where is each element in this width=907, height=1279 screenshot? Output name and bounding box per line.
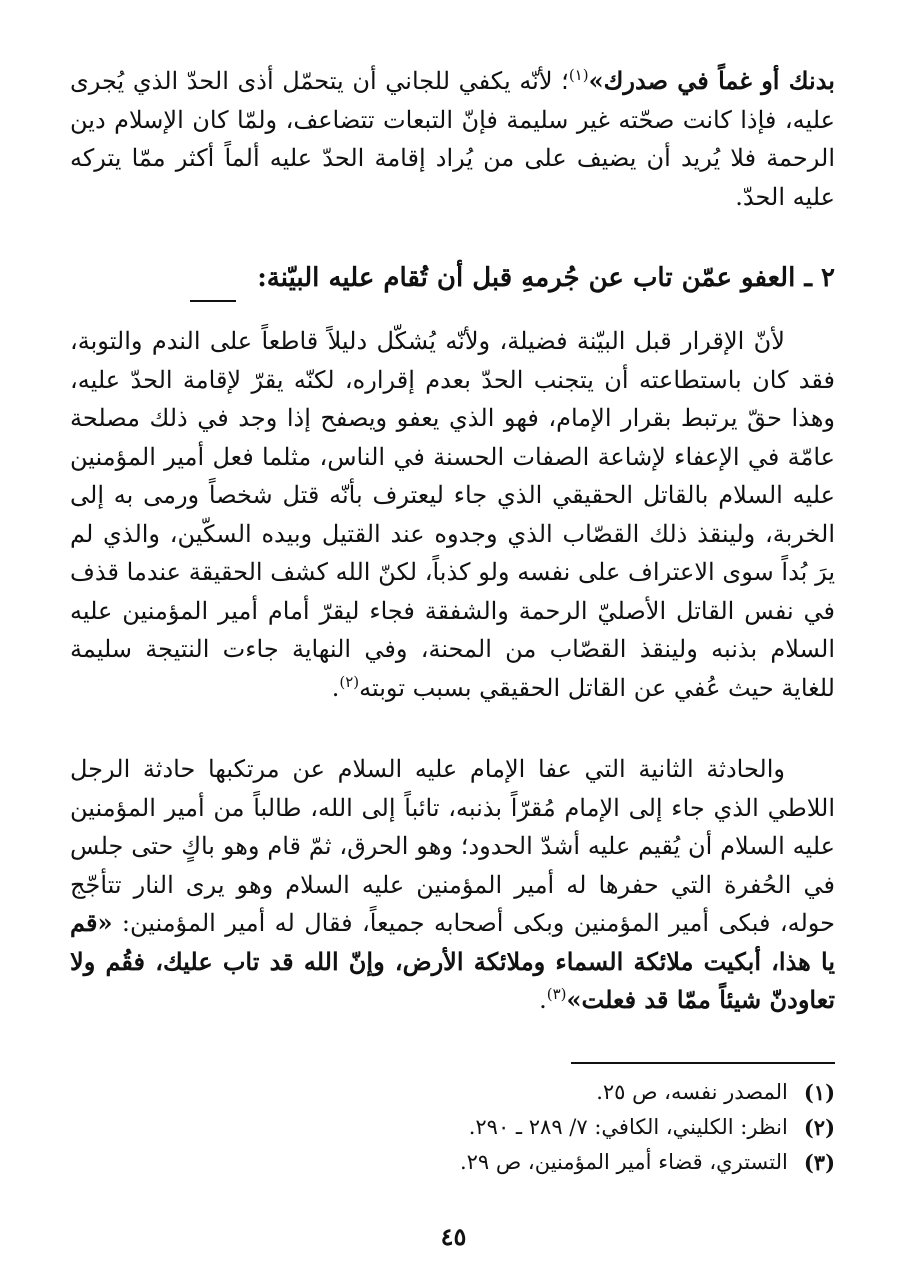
paragraph-1-lead: بدنك أو غماً في صدرك» xyxy=(588,66,835,95)
footnote-item xyxy=(70,1110,835,1145)
heading-underline xyxy=(190,300,236,302)
paragraph-1-text: ؛ لأنّه يكفي للجاني أن يتحمّل أذى الحدّ الذي يُجرى عليه، فإذا كانت صحّته غير سليمة فإنّ التبعات تتضاعف، ولمّا كان الإسلام دين الرحمة فلا يُريد أن يضيف على من يُراد إقامة الحدّ عليه ألماً أكثر ممّا يتركه عليه الحدّ. xyxy=(70,67,835,211)
footnote-number: (٣) xyxy=(803,1150,835,1175)
footnote-text: انظر: الكليني، الكافي: ٧/ ٢٨٩ ـ ٢٩٠. xyxy=(468,1115,788,1139)
page-number: ٤٥ xyxy=(440,1222,467,1251)
footnote-item xyxy=(70,1075,835,1110)
footnote-item xyxy=(70,1145,835,1180)
footnote-number: (٢) xyxy=(803,1115,835,1140)
paragraph-2-end: . xyxy=(331,673,340,702)
paragraph-3-quote: «قم يا هذا، أبكيت ملائكة السماء وملائكة الأرض، وإنّ الله قد تاب عليك، فقُم ولا تعاودنّ شيئاً ممّا قد فعلت» xyxy=(70,908,835,1014)
footnote-text: التستري، قضاء أمير المؤمنين، ص ٢٩. xyxy=(459,1150,788,1174)
paragraph-2-text: لأنّ الإقرار قبل البيّنة فضيلة، ولأنّه يُشكّل دليلاً قاطعاً على الندم والتوبة، فقد كان باستطاعته أن يتجنب الحدّ بعدم إقراره، لكنّه يقرّ لإقامة الحدّ عليه، وهذا حقّ يرتبط بقرار الإمام، فهو الذي يعفو ويصفح إذا وجد في ذلك مصلحة عامّة في الإعفاء لإشاعة الصفات الحسنة في الناس، مثلما فعل أمير المؤمنين عليه السلام بالقاتل الحقيقي الذي جاء ليعترف بأنّه قتل شخصاً ورمى به إلى الخربة، ولينقذ ذلك القصّاب الذي وجدوه عند القتيل وبيده السكّين، والذي لم يرَ بُداً سوى الاعتراف على نفسه ولو كذباً، لكنّ الله كشف الحقيقة عندما قذف في نفس القاتل الأصليّ الرحمة والشفقة فجاء ليقرّ أمام أمير المؤمنين عليه السلام بذنبه ولينقذ القصّاب من المحنة، وفي النهاية جاءت النتيجة سليمة للغاية حيث عُفي عن القاتل الحقيقي بسبب توبته xyxy=(70,327,836,702)
paragraph-1 xyxy=(70,62,835,216)
paragraph-3-text: والحادثة الثانية التي عفا الإمام عليه السلام عن مرتكبها حادثة الرجل اللاطي الذي جاء إلى الإمام مُقرّاً بذنبه، تائباً إلى الله، طالباً من أمير المؤمنين عليه السلام أن يُقيم عليه أشدّ الحدود؛ وهو الحرق، ثمّ قام وهو باكٍ حتى جلس في الحُفرة التي حفرها له أمير المؤمنين عليه السلام وهو يرى النار تتأجّج حوله، فبكى أمير المؤمنين وبكى أصحابه جميعاً، فقال له أمير المؤمنين: xyxy=(70,755,835,937)
footnote-separator xyxy=(571,1062,835,1064)
footnote-ref-3: (٣) xyxy=(546,985,567,1003)
section-heading: ٢ ـ العفو عمّن تاب عن جُرمهِ قبل أن تُقام عليه البيّنة: xyxy=(257,263,835,293)
paragraph-2 xyxy=(70,322,835,707)
footnote-ref-1: (١) xyxy=(568,66,589,84)
footnote-ref-2: (٢) xyxy=(339,672,360,691)
paragraph-3-end: . xyxy=(539,986,547,1014)
footnote-number: (١) xyxy=(803,1080,835,1105)
footnote-text: المصدر نفسه، ص ٢٥. xyxy=(596,1080,788,1104)
footnotes xyxy=(70,1075,835,1180)
paragraph-3 xyxy=(70,750,835,1020)
